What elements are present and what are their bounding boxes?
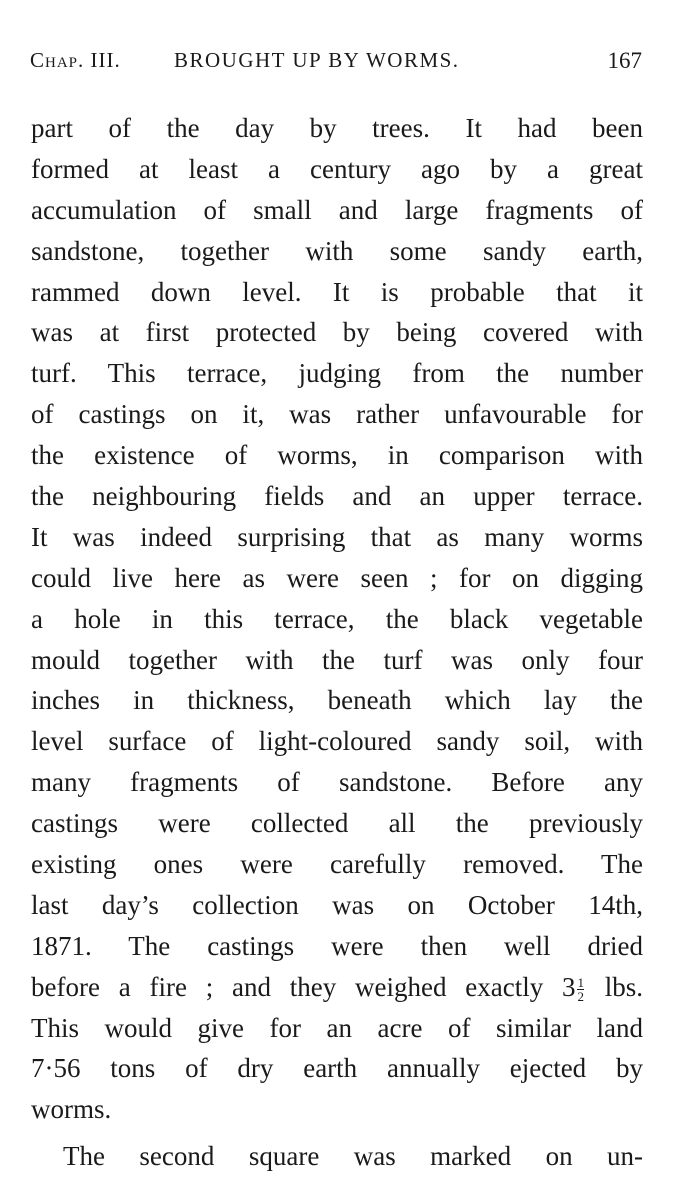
weight-text-before: before a fire ; and they weighed exactly 3: [31, 971, 576, 1002]
text-line: turf. This terrace, judging from the number: [31, 358, 643, 389]
chapter-label: Chap. III.: [30, 48, 121, 72]
page-number: 167: [607, 48, 642, 73]
text-line: the existence of worms, in comparison with: [31, 440, 643, 471]
text-line: castings were collected all the previously: [31, 808, 643, 839]
running-title: BROUGHT UP BY WORMS.: [174, 48, 460, 72]
text-line: last day’s collection was on October 14th,: [31, 889, 643, 920]
text-line: many fragments of sandstone. Before any: [31, 767, 643, 798]
text-line: It was indeed surprising that as many worms: [31, 521, 643, 552]
text-line: formed at least a century ago by a great: [31, 153, 643, 184]
text-line: rammed down level. It is probable that it: [31, 276, 643, 307]
text-line-weight: [31, 967, 643, 1008]
text-line: could live here as were seen ; for on digging: [31, 562, 643, 593]
text-line: worms.: [31, 1094, 112, 1125]
text-line: sandstone, together with some sandy earth,: [31, 235, 643, 266]
text-line: inches in thickness, beneath which lay the: [31, 685, 643, 716]
text-line: of castings on it, was rather unfavourable for: [31, 399, 643, 430]
text-line: the neighbouring fields and an upper terrace.: [31, 481, 643, 512]
fraction-denominator: 2: [577, 989, 584, 1004]
text-line: mould together with the turf was only four: [31, 644, 643, 675]
text-line: existing ones were carefully removed. The: [31, 849, 643, 880]
text-line: This would give for an acre of similar land: [31, 1012, 643, 1043]
body-text: [31, 108, 643, 1177]
fraction-one-half: [577, 976, 584, 1003]
weight-text-after: lbs.: [585, 971, 643, 1002]
text-line: part of the day by trees. It had been: [31, 113, 643, 143]
text-line: a hole in this terrace, the black vegetable: [31, 603, 643, 634]
text-line: level surface of light-coloured sandy soil, with: [31, 726, 643, 757]
text-line: 7·56 tons of dry earth annually ejected by: [31, 1053, 643, 1084]
text-line: accumulation of small and large fragments of: [31, 194, 643, 225]
text-line: 1871. The castings were then well dried: [31, 930, 643, 961]
text-line: was at first protected by being covered with: [31, 317, 643, 348]
text-line-new-paragraph: The second square was marked on un-: [63, 1141, 643, 1172]
fraction-numerator: 1: [577, 975, 584, 990]
running-head: [30, 48, 642, 78]
